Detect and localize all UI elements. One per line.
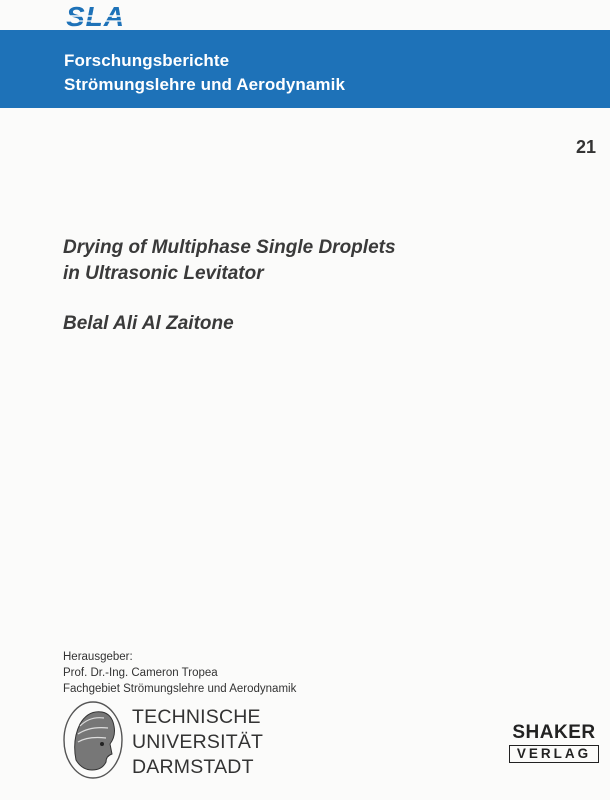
athena-head-icon [62,700,124,780]
editor-department: Fachgebiet Strömungslehre und Aerodynamik [63,683,297,695]
book-title-line1: Drying of Multiphase Single Droplets [63,237,396,258]
series-title-line1: Forschungsberichte [64,51,230,70]
sla-logo [64,2,154,30]
university-line3: DARMSTADT [132,756,254,778]
editor-label: Herausgeber: [63,651,133,663]
book-author: Belal Ali Al Zaitone [63,313,234,334]
book-title-line2: in Ultrasonic Levitator [63,263,264,284]
shaker-logo-top: SHAKER [512,722,596,743]
shaker-logo-bottom: VERLAG [509,745,599,763]
university-line1: TECHNISCHE [132,706,261,728]
svg-text:SLA: SLA [66,2,125,30]
series-banner [0,30,610,108]
university-line2: UNIVERSITÄT [132,731,264,753]
series-title-line2: Strömungslehre und Aerodynamik [64,75,346,94]
series-number: 21 [575,137,596,157]
editor-name: Prof. Dr.-Ing. Cameron Tropea [63,667,218,679]
